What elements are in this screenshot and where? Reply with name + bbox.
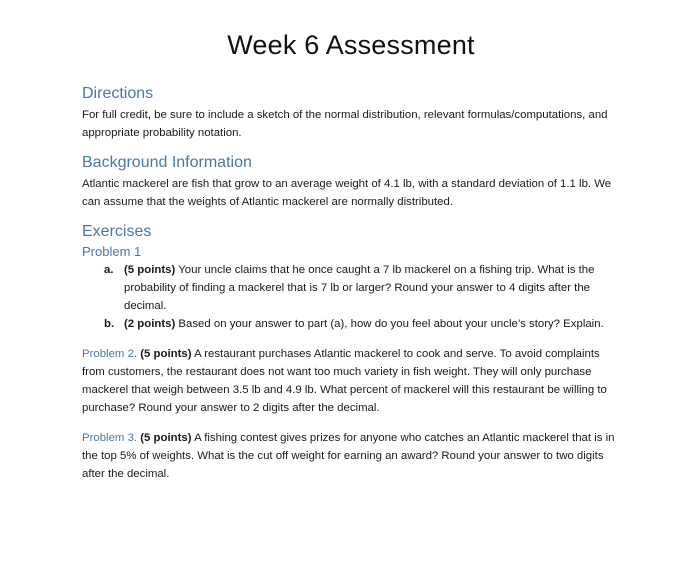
page-title: Week 6 Assessment (227, 30, 475, 60)
problem-3 (82, 429, 620, 483)
background-section (82, 154, 620, 211)
points-label: (5 points) (140, 348, 192, 360)
list-item (104, 315, 620, 333)
list-item-text (124, 261, 620, 315)
question-text: Your uncle claims that he once caught a 7 lb mackerel on a fishing trip. What is the probability of finding a mackerel that is 7 lb or larger? Round your answer to 4 digits after the decimal. (124, 264, 595, 312)
points-label: (2 points) (124, 318, 176, 330)
exercises-section (82, 223, 620, 483)
problem-1-list (82, 261, 620, 333)
background-text: Atlantic mackerel are fish that grow to an average weight of 4.1 lb, with a standard deviation of 1.1 lb. We can assume that the weights of Atlantic mackerel are normally distributed. (82, 178, 612, 208)
list-item-text (124, 315, 620, 333)
directions-section (82, 85, 620, 142)
list-marker: a. (104, 264, 114, 276)
problem-1-label: Problem 1 (82, 244, 142, 259)
directions-heading: Directions (82, 85, 154, 102)
problem-2-label: Problem 2. (82, 348, 138, 360)
points-label: (5 points) (140, 432, 192, 444)
problem-2 (82, 345, 620, 417)
question-text: A fishing contest gives prizes for anyone who catches an Atlantic mackerel that is in the top 5% of weights. What is the cut off weight for earning an award? Round your answer to two digits after the decimal. (82, 432, 615, 480)
list-marker: b. (104, 318, 115, 330)
question-text: Based on your answer to part (a), how do you feel about your uncle’s story? Explain. (175, 318, 604, 330)
exercises-heading: Exercises (82, 223, 152, 240)
problem-3-label: Problem 3. (82, 432, 138, 444)
question-text: A restaurant purchases Atlantic mackerel to cook and serve. To avoid complaints from customers, the restaurant does not want too much variety in fish weight. They will only purchase mackerel that weigh between 3.5 lb and 4.9 lb. What percent of mackerel will this restaurant be willing to purchase? Round your answer to 2 digits after the decimal. (82, 348, 607, 414)
list-item (104, 261, 620, 315)
background-heading: Background Information (82, 154, 252, 171)
directions-text: For full credit, be sure to include a sketch of the normal distribution, relevant formulas/computations, and appropriate probability notation. (82, 109, 608, 139)
points-label: (5 points) (124, 264, 176, 276)
